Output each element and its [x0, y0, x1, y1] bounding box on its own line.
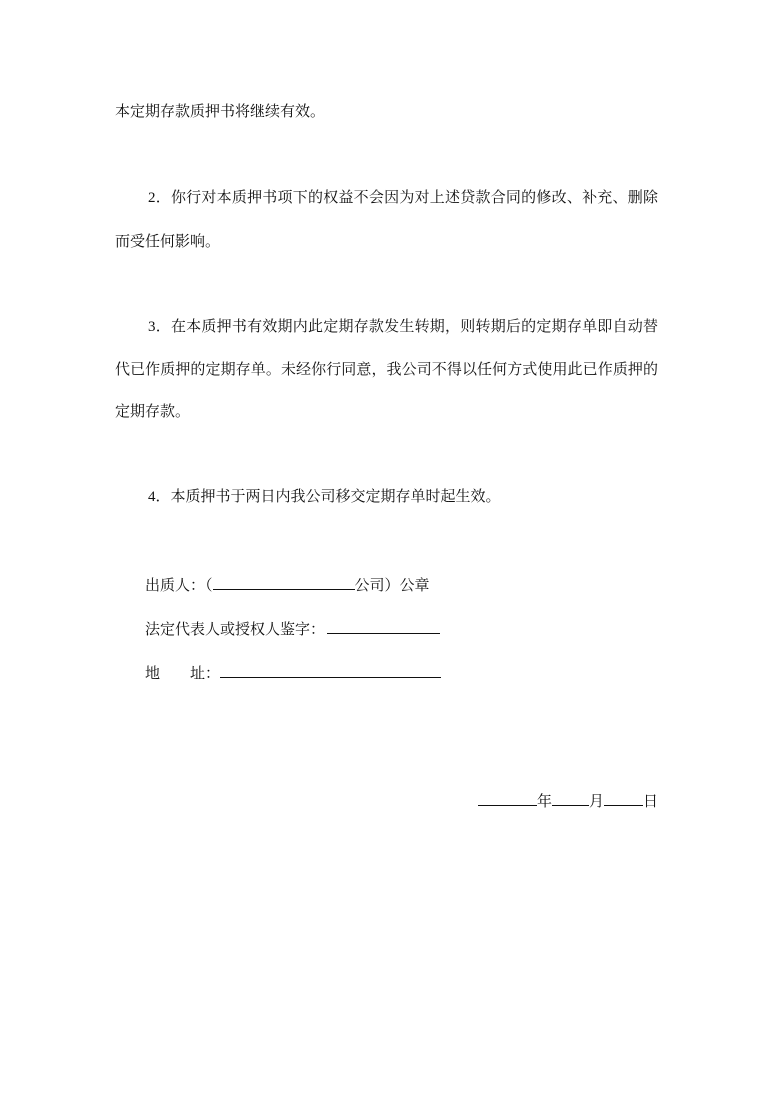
clause-3-text: 在本质押书有效期内此定期存款发生转期，则转期后的定期存单即自动替	[170, 319, 658, 335]
month-blank	[552, 790, 589, 806]
continuation-line: 本定期存款质押书将继续有效。	[115, 104, 326, 120]
year-blank	[478, 790, 537, 806]
clause-3-number: 3．	[148, 319, 171, 335]
pledgor-suffix: 公司）公章	[354, 578, 430, 594]
day-blank	[604, 790, 643, 806]
pledgor-line	[145, 574, 430, 596]
address-line	[145, 662, 441, 684]
clause-4-text: 本质押书于两日内我公司移交定期存单时起生效。	[170, 489, 501, 505]
year-label: 年	[537, 794, 553, 810]
clause-4-number: 4．	[148, 489, 171, 505]
representative-line	[145, 618, 440, 640]
representative-label: 法定代表人或授权人鉴字：	[145, 622, 326, 638]
clause-2-line-2: 而受任何影响。	[115, 234, 221, 250]
date-line	[478, 790, 658, 812]
address-label: 地 址：	[145, 666, 221, 682]
clause-3-line-2: 代已作质押的定期存单。未经你行同意，我公司不得以任何方式使用此已作质押的	[115, 362, 658, 378]
clause-2-text: 你行对本质押书项下的权益不会因为对上述贷款合同的修改、补充、删除	[170, 190, 658, 206]
day-label: 日	[643, 794, 659, 810]
clause-4-line-1	[148, 487, 501, 507]
clause-2-number: 2．	[148, 190, 171, 206]
month-label: 月	[589, 794, 605, 810]
representative-signature-blank	[327, 618, 440, 634]
pledgor-label: 出质人：（	[145, 578, 213, 594]
address-blank	[220, 662, 441, 678]
pledgor-company-blank	[213, 574, 355, 590]
clause-2-line-1	[148, 188, 658, 208]
clause-3-line-3: 定期存款。	[115, 404, 191, 420]
clause-3-line-1	[148, 317, 658, 337]
